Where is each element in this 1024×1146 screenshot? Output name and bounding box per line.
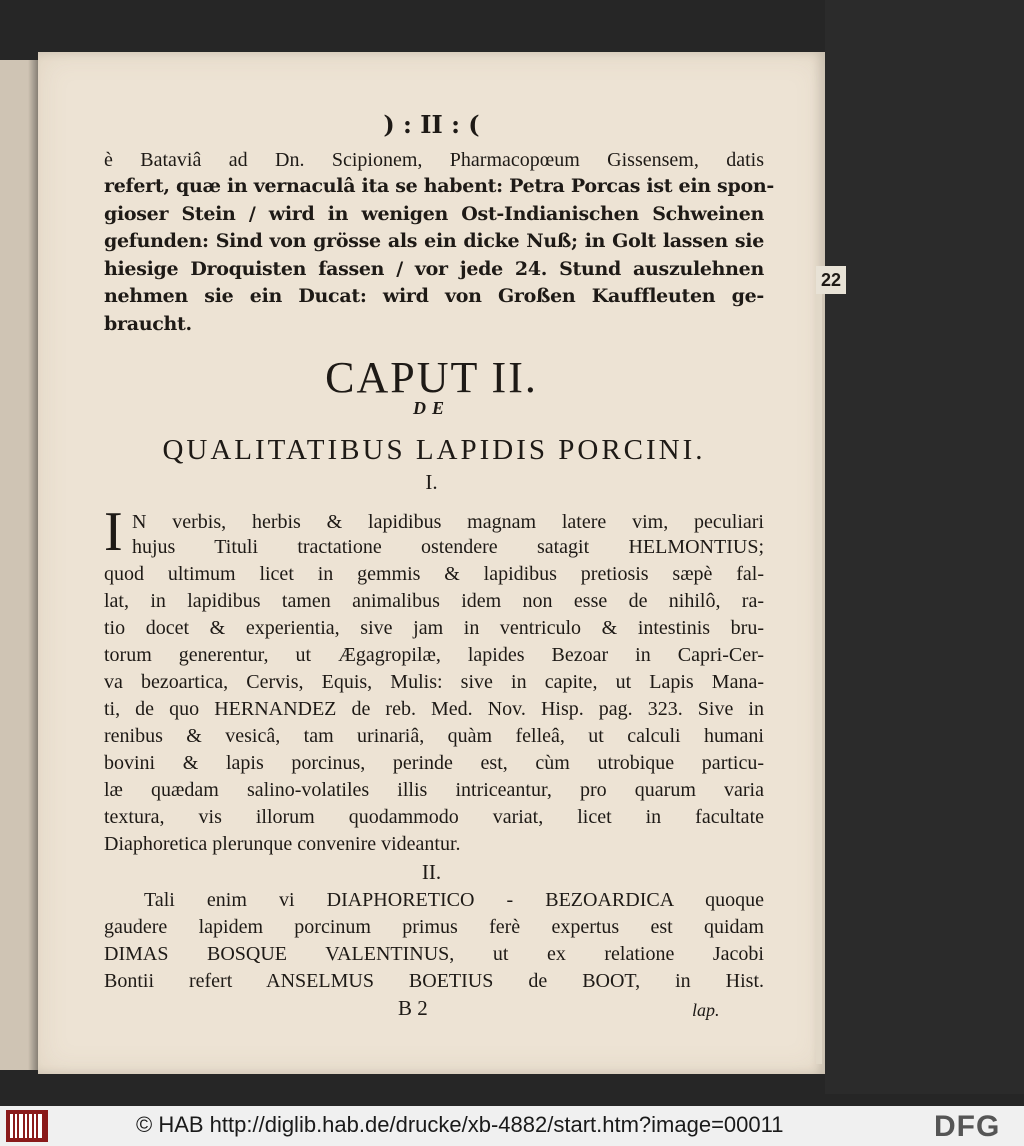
text-line: gefunden: Sind von grösse als ein dicke Nuß; in Golt lassen sie <box>104 230 764 252</box>
dfg-logo: DFG <box>934 1110 1001 1143</box>
copyright-link[interactable]: © HAB http://diglib.hab.de/drucke/xb-4882/start.htm?image=00011 <box>136 1112 784 1137</box>
page-gutter-shadow <box>28 60 38 1070</box>
text-line: è Bataviâ ad Dn. Scipionem, Pharmacopœum Gissensem, datis <box>104 149 764 171</box>
book-page <box>38 52 825 1074</box>
text-line: hujus Tituli tractatione ostendere satagit HELMONTIUS; <box>132 536 764 558</box>
text-line: va bezoartica, Cervis, Equis, Mulis: sive in capite, ut Lapis Mana- <box>104 671 764 693</box>
chapter-subtitle: QUALITATIBUS LAPIDIS PORCINI. <box>162 434 706 466</box>
text-line: bovini & lapis porcinus, perinde est, cùm utrobique particu- <box>104 752 764 774</box>
text-line: textura, vis illorum quodammodo variat, licet in facultate <box>104 806 764 828</box>
text-line: nehmen sie ein Ducat: wird von Großen Kauffleuten ge- <box>104 285 764 307</box>
attribution-bar <box>0 1106 1024 1146</box>
text-line: læ quædam salino-volatiles illis intriceantur, pro quarum varia <box>104 779 764 801</box>
text-line: gioser Stein / wird in wenigen Ost-Indianischen Schweinen <box>104 203 764 225</box>
section-number: I. <box>425 470 438 494</box>
page-number-tag: 22 <box>816 266 846 294</box>
section-number: II. <box>421 860 442 884</box>
text-line: Diaphoretica plerunque convenire videantur. <box>104 833 461 855</box>
text-line: quod ultimum licet in gemmis & lapidibus pretiosis sæpè fal- <box>104 563 764 585</box>
text-line: torum generentur, ut Ægagropilæ, lapides Bezoar in Capri-Cer- <box>104 644 764 666</box>
drop-cap: I <box>104 501 123 563</box>
text-line: Bontii refert ANSELMUS BOETIUS de BOOT, in Hist. <box>104 970 764 992</box>
text-line: hiesige Droquisten fassen / vor jede 24. Stund auszulehnen <box>104 258 764 280</box>
text-line: lat, in lapidibus tamen animalibus idem non esse de nihilô, ra- <box>104 590 764 612</box>
text-line: N verbis, herbis & lapidibus magnam latere vim, peculiari <box>132 511 764 533</box>
chapter-title: CAPUT II. <box>325 353 538 402</box>
text-line: Tali enim vi DIAPHORETICO - BEZOARDICA quoque <box>144 889 764 911</box>
text-line: renibus & vesicâ, tam urinariâ, quàm felleâ, ut calculi humani <box>104 725 764 747</box>
chapter-de: DE <box>412 398 450 418</box>
text-line: braucht. <box>104 313 192 335</box>
page-header-mark: ) : II : ( <box>383 110 480 139</box>
page-edge-strip <box>816 294 822 1064</box>
barcode-icon <box>6 1110 48 1142</box>
text-line: ti, de quo HERNANDEZ de reb. Med. Nov. Hisp. pag. 323. Sive in <box>104 698 764 720</box>
text-line: DIMAS BOSQUE VALENTINUS, ut ex relatione Jacobi <box>104 943 764 965</box>
signature-mark: B 2 <box>398 996 428 1020</box>
text-line: refert, quæ in vernaculâ ita se habent: Petra Porcas ist ein spon- <box>104 175 774 197</box>
text-line: tio docet & experientia, sive jam in ventriculo & intestinis bru- <box>104 617 764 639</box>
scan-background <box>825 0 1024 1094</box>
catchword: lap. <box>692 1000 720 1020</box>
text-line: gaudere lapidem porcinum primus ferè expertus est quidam <box>104 916 764 938</box>
